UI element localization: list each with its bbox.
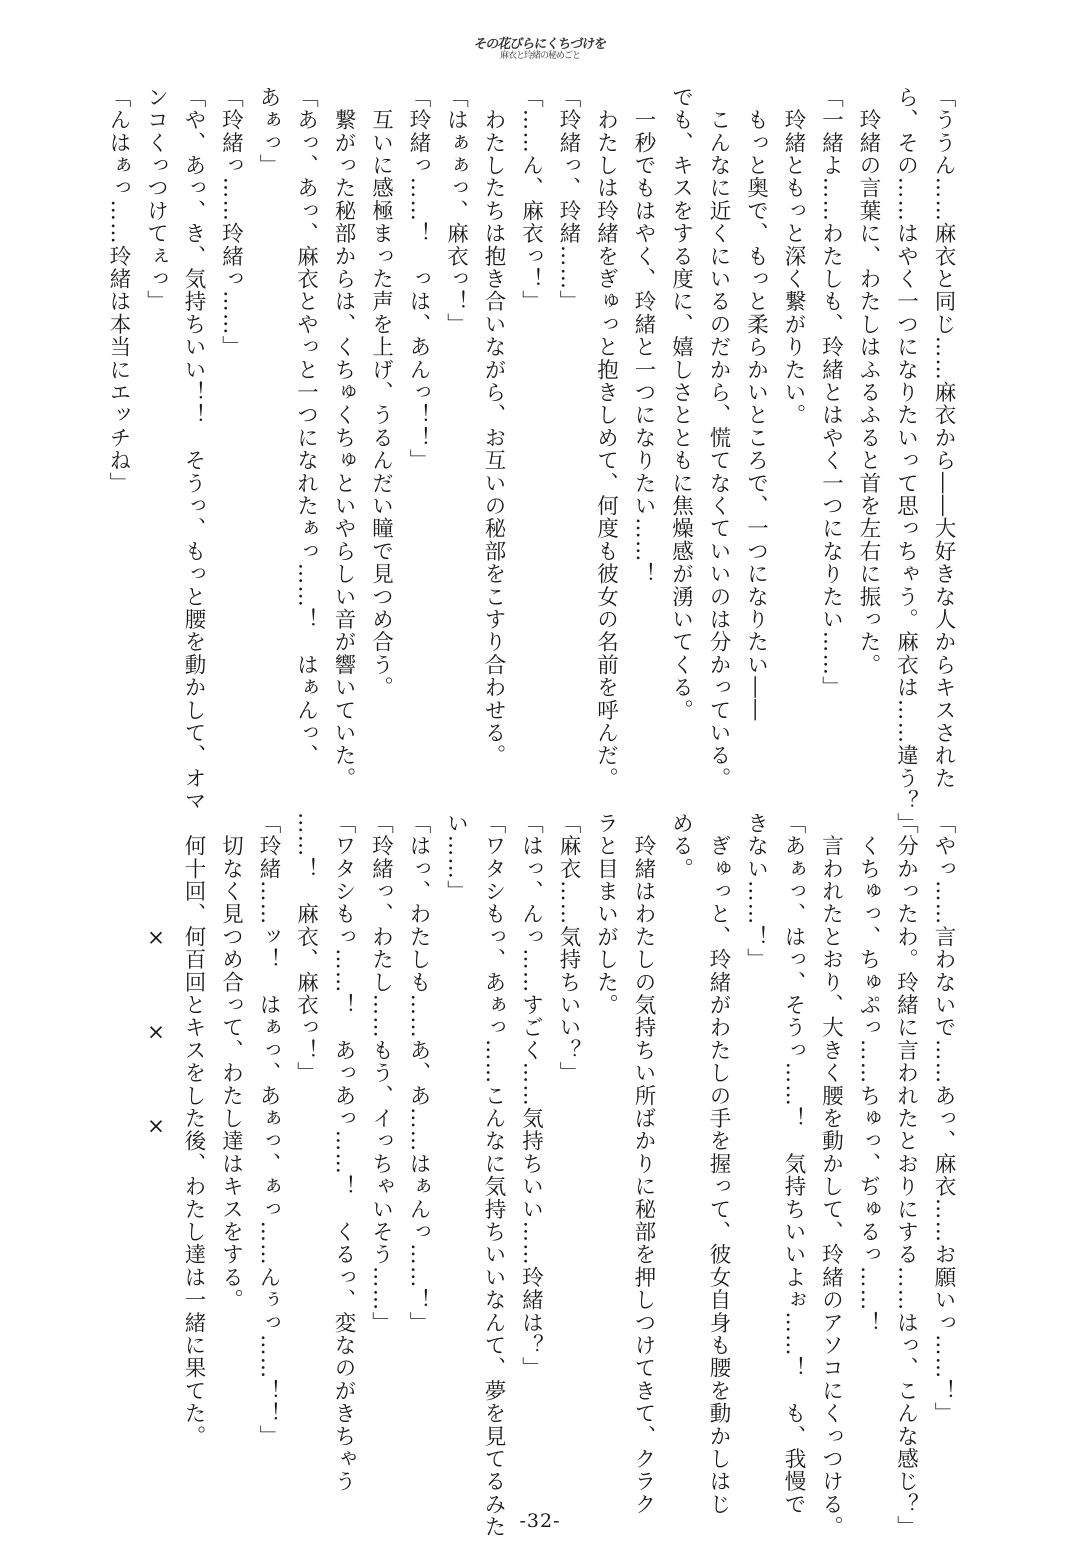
text-line: 互いに感極まった声を上げ、うるんだい瞳で見つめ合う。 — [368, 86, 394, 699]
text-line: 「ううん……麻衣と同じ……麻衣から――大好きな人からキスされた — [931, 86, 956, 790]
text-line: きない……！」 — [743, 812, 769, 971]
text-line: 「あぁっ、はっ、そうっ……！ 気持ちいいよぉ……！ も、我慢で — [781, 812, 806, 1516]
text-line: 「はっ、わたしも……あ、あ……はぁんっ……！」 — [406, 812, 431, 1335]
text-line: 「やっ……言わないで……あっ、麻衣……お願いっ……！」 — [931, 812, 956, 1425]
text-line: ラと目まいがした。 — [593, 812, 619, 1017]
text-line: 「分かったわ。玲緒に言われたとおりにする……はっ、こんな感じ？」 — [893, 812, 919, 1539]
text-line: 切なく見つめ合って、わたし達はキスをする。 — [218, 812, 244, 1312]
top-text-column — [100, 86, 963, 836]
text-line: 玲緒の言葉に、わたしはふるふると首を左右に振った。 — [856, 86, 881, 677]
text-line: ぎゅっと、玲緒がわたしの手を握って、彼女自身も腰を動かしはじ — [706, 812, 731, 1516]
text-line: もっと奥で、もっと柔らかいところで、一つになりたい―― — [743, 86, 769, 722]
text-line: 「んはぁっ……玲緒は本当にエッチね」 — [106, 86, 131, 495]
text-line: 「玲緒っ、わたし……もう、イっちゃいそう……」 — [368, 812, 394, 1335]
text-line: 「ワタシもっ、あぁっ……こんなに気持ちいいなんて、夢を見てるみた — [481, 812, 506, 1539]
text-line: 玲緒はわたしの気持ちい所ばかりに秘部を押しつけてきて、クラク — [631, 812, 656, 1516]
text-line: あぁっ」 — [256, 86, 281, 177]
header-logo — [470, 28, 610, 72]
text-line: 「や、あっ、き、気持ちいい！！ そうっ、もっと腰を動かして、オマ — [181, 86, 206, 813]
text-line: でも、キスをする度に、嬉しさとともに焦燥感が湧いてくる。 — [668, 86, 694, 722]
page-number: -32- — [519, 1510, 561, 1532]
header-logo-subtitle: 麻衣と玲緒の秘めごと — [499, 51, 580, 62]
text-line: 「ワタシもっ……！ あっあっ……！ くるっ、変なのがきちゃう — [331, 812, 356, 1493]
text-line: わたしたちは抱き合いながら、お互いの秘部をこすり合わせる。 — [481, 86, 506, 767]
text-line: ンコくっつけてぇっ」 — [143, 86, 169, 313]
header-logo-title: その花びらにくちづけを — [473, 36, 608, 52]
text-line: 一秒でもはやく、玲緒と一つになりたい……！ — [631, 86, 656, 586]
text-line: める。 — [668, 812, 694, 881]
text-line: い……」 — [443, 812, 469, 903]
text-line: 繋がった秘部からは、くちゅくちゅといやらしい音が響いていた。 — [331, 86, 356, 790]
text-line: 「はぁぁっ、麻衣っ！」 — [443, 86, 469, 336]
text-line: わたしは玲緒をぎゅっと抱きしめて、何度も彼女の名前を呼んだ。 — [593, 86, 619, 790]
text-line: 「玲緒っ……玲緒っ……」 — [218, 86, 244, 359]
scene-break: × × × — [143, 812, 169, 1141]
text-line: 「……ん、麻衣っ！」 — [518, 86, 544, 313]
text-line: 「あっ、あっ、麻衣とやっと一つになれたぁっ……！ はぁんっ、 — [293, 86, 319, 767]
text-line: 何十回、何百回とキスをした後、わたし達は一緒に果てた。 — [181, 812, 206, 1448]
text-line: 「一緒よ……わたしも、玲緒とはやく一つになりたい……」 — [818, 86, 844, 699]
text-line: 「玲緒っ……！ っは、あんっ！！」 — [406, 86, 431, 472]
text-line: 「玲緒っ、玲緒……」 — [556, 86, 581, 313]
text-line: 玲緒ともっと深く繋がりたい。 — [781, 86, 806, 427]
text-line: ……！ 麻衣、麻衣っ！」 — [293, 812, 319, 1085]
text-line: 「麻衣……気持ちいい？」 — [556, 812, 581, 1085]
text-line: ら、その……はやく一つになりたいって思っちゃう。麻衣は……違う？」 — [893, 86, 919, 836]
text-line: 「はっ、んっ……すごく……気持ちいい……玲緒は？」 — [518, 812, 544, 1380]
text-line: こんなに近くにいるのだから、慌てなくていいのは分かっている。 — [706, 86, 731, 790]
text-line: 言われたとおり、大きく腰を動かして、玲緒のアソコにくっつける。 — [818, 812, 844, 1539]
text-line: くちゅっ、ちゅぷっ……ちゅっ、ぢゅるっ……！ — [856, 812, 881, 1335]
text-line: 「玲緒……ッ！ はぁっ、あぁっ、ぁっ……んぅっ……！！」 — [256, 812, 281, 1448]
